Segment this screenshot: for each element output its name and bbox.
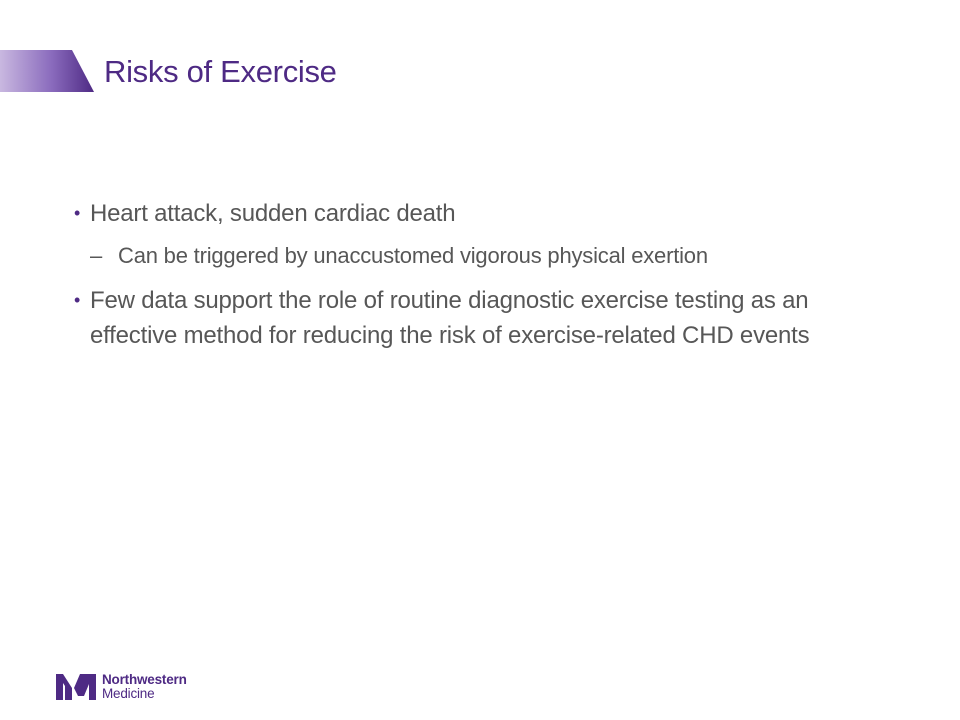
bullet-item [72,283,892,353]
nm-monogram-icon [56,672,96,702]
sub-bullet-dash-icon: – [90,243,103,268]
northwestern-medicine-logo [56,670,187,704]
sub-bullet-item [72,239,892,273]
title-accent-bar [0,50,94,92]
logo-line-1: Northwestern [102,672,187,687]
slide-body [72,196,892,361]
sub-bullet-text: Can be triggered by unaccustomed vigorous physical exertion [118,243,708,268]
bullet-text: Few data support the role of routine diagnostic exercise testing as an effective method for reducing the risk of exercise-related CHD events [90,287,810,349]
logo-line-2: Medicine [102,686,155,701]
bullet-dot-icon: • [74,290,81,310]
bullet-dot-icon: • [74,203,81,223]
slide-title: Risks of Exercise [104,54,337,89]
bullet-item [72,196,892,231]
bullet-text: Heart attack, sudden cardiac death [90,200,456,227]
